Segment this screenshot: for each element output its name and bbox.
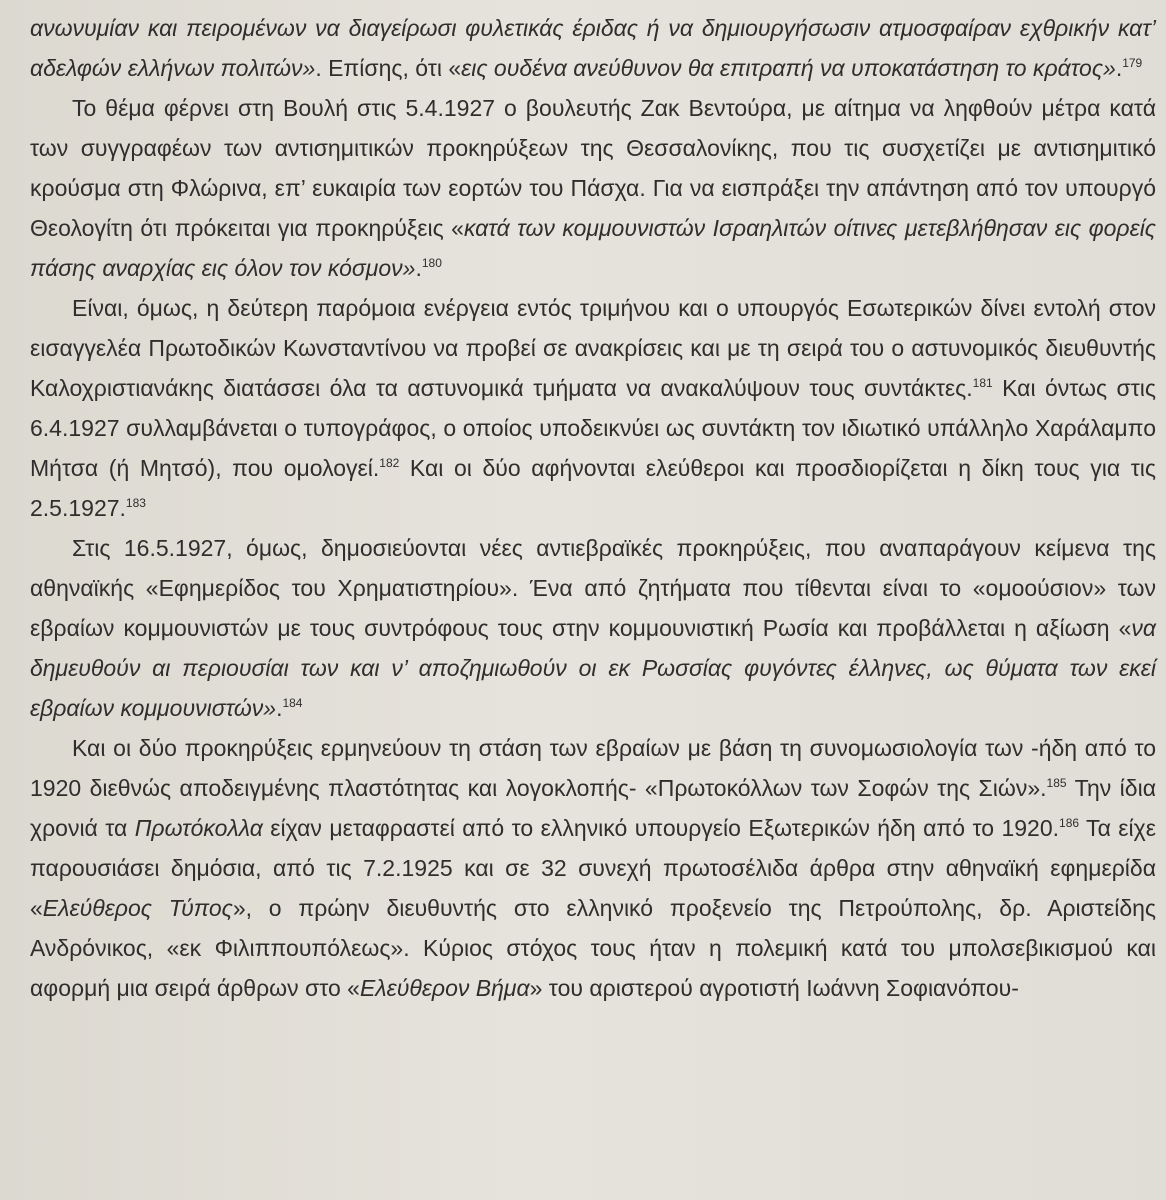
body-text: Την ίδια χρονιά τα bbox=[30, 775, 1156, 841]
footnote-ref-185: 185 bbox=[1046, 776, 1067, 790]
quote-text: κατά των κομμουνιστών Ισραηλιτών οίτινες μετεβλήθησαν εις φορείς πάσης αναρχίας εις όλον τον κόσμον» bbox=[30, 215, 1156, 281]
title-text: Ελεύθερος Τύπος bbox=[42, 895, 233, 921]
body-text: Είναι, όμως, η δεύτερη παρόμοια ενέργεια εντός τριμήνου και ο υπουργός Εσωτερικών δίνει εντολή στον εισαγγελέα Πρωτοδικών Κωνσταντίνου να προβεί σε ανακρίσεις και με τη σειρά του ο αστυνομικός διευθυντής Καλοχριστιανάκης διατάσσει όλα τα αστυνομικά τμήματα να ανακαλύψουν τους συντάκτες. bbox=[30, 295, 1156, 401]
body-text: Και οι δύο προκηρύξεις ερμηνεύουν τη στάση των εβραίων με βάση τη συνομωσιολογία των -ήδη από το 1920 διεθνώς αποδειγμένης πλαστότητας και λογοκλοπής- «Πρωτοκόλλων των Σοφών της Σιών». bbox=[30, 735, 1156, 801]
body-text: Τα είχε παρουσιάσει δημόσια, από τις 7.2.1925 και σε 32 συνεχή πρωτοσέλιδα άρθρα στην αθηναϊκή εφημερίδα « bbox=[30, 815, 1156, 921]
footnote-ref-179: 179 bbox=[1122, 56, 1143, 70]
paragraph-5 bbox=[30, 728, 1156, 1008]
footnote-ref-181: 181 bbox=[972, 376, 993, 390]
body-text: Στις 16.5.1927, όμως, δημοσιεύονται νέες αντιεβραϊκές προκηρύξεις, που αναπαράγουν κείμενα της αθηναϊκής «Εφημερίδος του Χρηματιστηρίου». Ένα από ζητήματα που τίθενται είναι το «ομοούσιον» των εβραίων κομμουνιστών με τους συντρόφους τους στην κομμουνιστική Ρωσία και προβάλλεται η αξίωση « bbox=[30, 535, 1156, 641]
footnote-ref-182: 182 bbox=[379, 456, 400, 470]
body-text: . Επίσης, ότι « bbox=[315, 55, 462, 81]
quote-text: να δημευθούν αι περιουσίαι των και ν’ αποζημιωθούν οι εκ Ρωσσίας φυγόντες έλληνες, ως θύματα των εκεί εβραίων κομμουνιστών» bbox=[30, 615, 1156, 721]
paragraph-4 bbox=[30, 528, 1156, 728]
body-text: » του αριστερού αγροτιστή Ιωάννη Σοφιανόπου- bbox=[529, 975, 1019, 1001]
footnote-ref-183: 183 bbox=[125, 496, 146, 510]
body-text: . bbox=[1115, 55, 1123, 81]
body-text: είχαν μεταφραστεί από το ελληνικό υπουργείο Εξωτερικών ήδη από το 1920. bbox=[262, 815, 1060, 841]
body-text: Το θέμα φέρνει στη Βουλή στις 5.4.1927 ο βουλευτής Ζακ Βεντούρα, με αίτημα να ληφθούν μέτρα κατά των συγγραφέων των αντισημιτικών προκηρύξεων της Θεσσαλονίκης, που τις συσχετίζει με αντισημιτικό κρούσμα στη Φλώρινα, επ’ ευκαιρία των εορτών του Πάσχα. Για να εισπράξει την απάντηση από τον υπουργό Θεολογίτη ότι πρόκειται για προκηρύξεις « bbox=[30, 95, 1156, 241]
body-text: . bbox=[415, 255, 422, 281]
footnote-ref-186: 186 bbox=[1059, 816, 1080, 830]
footnote-ref-180: 180 bbox=[421, 256, 442, 270]
paragraph-2 bbox=[30, 88, 1156, 288]
quote-text: ανωνυμίαν και πειρομένων να διαγείρωσι φυλετικάς έριδας ή να δημιουργήσωσιν ατμοσφαίραν εχθρικήν κατ’ αδελφών ελλήνων πολιτών» bbox=[30, 15, 1156, 81]
body-text: . bbox=[276, 695, 283, 721]
body-text: Και οι δύο αφήνονται ελεύθεροι και προσδιορίζεται η δίκη τους για τις 2.5.1927. bbox=[30, 455, 1157, 521]
body-text: Και όντως στις 6.4.1927 συλλαμβάνεται ο τυπογράφος, ο οποίος υποδεικνύει ως συντάκτη τον ιδιωτικό υπάλληλο Χαράλαμπο Μήτσα (ή Μητσό), που ομολογεί. bbox=[30, 375, 1156, 481]
paragraph-1 bbox=[30, 8, 1156, 88]
title-text: Πρωτόκολλα bbox=[134, 815, 263, 841]
title-text: Ελεύθερον Βήμα bbox=[359, 975, 530, 1001]
body-text: », ο πρώην διευθυντής στο ελληνικό προξενείο της Πετρούπολης, δρ. Αριστείδης Ανδρόνικος, «εκ Φιλιππουπόλεως». Κύριος στόχος τους ήταν η πολεμική κατά του μπολσεβικισμού και αφορμή μια σειρά άρθρων στο « bbox=[30, 895, 1156, 1001]
footnote-ref-184: 184 bbox=[282, 696, 303, 710]
quote-text: εις ουδένα ανεύθυνον θα επιτραπή να υποκατάστηση το κράτος» bbox=[461, 55, 1116, 81]
paragraph-3 bbox=[30, 288, 1156, 528]
